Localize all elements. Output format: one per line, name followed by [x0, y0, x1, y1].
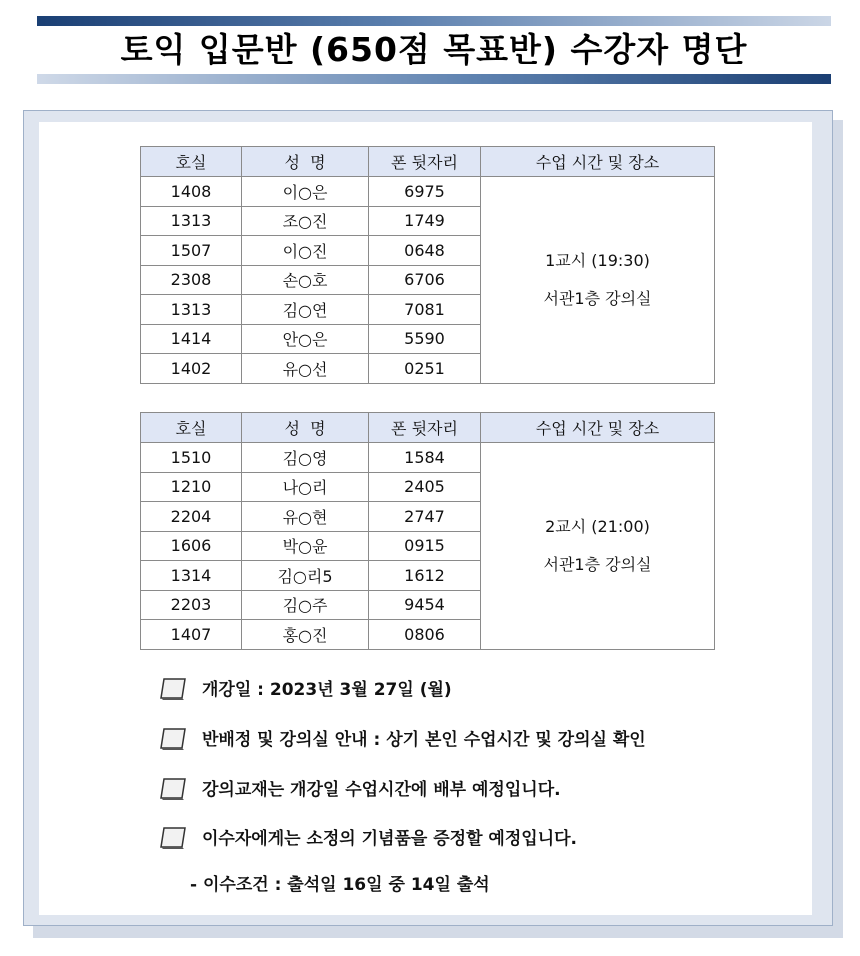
cell-room: 1606 — [141, 531, 242, 561]
header-room: 호실 — [141, 413, 242, 443]
cell-name: 유○현 — [242, 502, 369, 532]
roster-table-1 — [140, 146, 715, 384]
checkbox-square-icon — [160, 727, 186, 751]
header-phone: 폰 뒷자리 — [369, 147, 481, 177]
cell-phone: 2405 — [369, 472, 481, 502]
header-room: 호실 — [141, 147, 242, 177]
cell-room: 1408 — [141, 177, 242, 207]
cell-room: 1313 — [141, 206, 242, 236]
title-banner — [37, 16, 831, 86]
cell-phone: 7081 — [369, 295, 481, 325]
cell-room: 1314 — [141, 561, 242, 591]
cell-phone: 1749 — [369, 206, 481, 236]
cell-name: 조○진 — [242, 206, 369, 236]
cell-room: 1402 — [141, 354, 242, 384]
cell-name: 박○윤 — [242, 531, 369, 561]
session-place: 서관1층 강의실 — [543, 288, 652, 308]
cell-room: 1210 — [141, 472, 242, 502]
cell-name: 이○은 — [242, 177, 369, 207]
table-row — [141, 177, 715, 207]
cell-phone: 1612 — [369, 561, 481, 591]
cell-phone: 5590 — [369, 324, 481, 354]
cell-phone: 1584 — [369, 443, 481, 473]
cell-phone: 9454 — [369, 590, 481, 620]
cell-name: 유○선 — [242, 354, 369, 384]
session-time: 1교시 (19:30) — [545, 250, 650, 270]
cell-name: 김○연 — [242, 295, 369, 325]
session-cell — [481, 443, 715, 650]
cell-phone: 2747 — [369, 502, 481, 532]
header-session: 수업 시간 및 장소 — [481, 147, 715, 177]
cell-name: 손○호 — [242, 265, 369, 295]
cell-phone: 0251 — [369, 354, 481, 384]
cell-name: 나○리 — [242, 472, 369, 502]
cell-name: 김○영 — [242, 443, 369, 473]
cell-name: 김○리5 — [242, 561, 369, 591]
cell-room: 2203 — [141, 590, 242, 620]
checkbox-square-icon — [160, 777, 186, 801]
cell-name: 안○은 — [242, 324, 369, 354]
title-bar-top — [37, 16, 831, 26]
session-place: 서관1층 강의실 — [543, 554, 652, 574]
title-bar-bottom — [37, 74, 831, 84]
cell-room: 2204 — [141, 502, 242, 532]
cell-room: 1414 — [141, 324, 242, 354]
table-header-row — [141, 413, 715, 443]
note-text: 강의교재는 개강일 수업시간에 배부 예정입니다. — [202, 780, 561, 800]
session-cell — [481, 177, 715, 384]
note-text: 이수자에게는 소정의 기념품을 증정할 예정입니다. — [202, 829, 577, 849]
note-text: 반배정 및 강의실 안내 : 상기 본인 수업시간 및 강의실 확인 — [202, 730, 646, 750]
header-session: 수업 시간 및 장소 — [481, 413, 715, 443]
checkbox-square-icon — [160, 826, 186, 850]
cell-room: 1313 — [141, 295, 242, 325]
cell-name: 홍○진 — [242, 620, 369, 650]
cell-room: 1407 — [141, 620, 242, 650]
completion-condition: - 이수조건 : 출석일 16일 중 14일 출석 — [190, 875, 490, 895]
cell-room: 1510 — [141, 443, 242, 473]
cell-phone: 0915 — [369, 531, 481, 561]
cell-phone: 6706 — [369, 265, 481, 295]
table-row — [141, 443, 715, 473]
cell-room: 2308 — [141, 265, 242, 295]
session-time: 2교시 (21:00) — [545, 516, 650, 536]
cell-phone: 6975 — [369, 177, 481, 207]
page-title: 토익 입문반 (650점 목표반) 수강자 명단 — [120, 30, 748, 69]
checkbox-square-icon — [160, 677, 186, 701]
roster-table-2 — [140, 412, 715, 650]
cell-name: 이○진 — [242, 236, 369, 266]
cell-phone: 0648 — [369, 236, 481, 266]
cell-name: 김○주 — [242, 590, 369, 620]
note-text: 개강일 : 2023년 3월 27일 (월) — [202, 680, 452, 700]
table-header-row — [141, 147, 715, 177]
cell-room: 1507 — [141, 236, 242, 266]
cell-phone: 0806 — [369, 620, 481, 650]
header-phone: 폰 뒷자리 — [369, 413, 481, 443]
header-name: 성 명 — [242, 413, 369, 443]
header-name: 성 명 — [242, 147, 369, 177]
